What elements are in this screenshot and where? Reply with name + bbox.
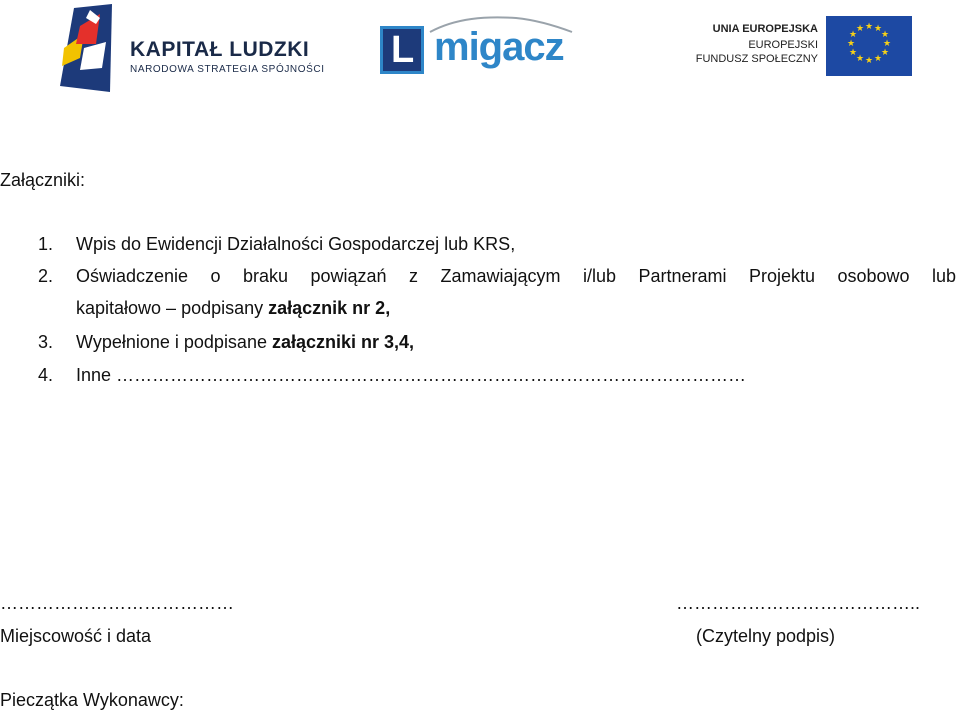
migacz-logo [378, 12, 588, 76]
item-text-line2 [76, 297, 390, 319]
eu-line1: UNIA EUROPEJSKA [712, 23, 818, 35]
migacz-brand: migacz [434, 25, 564, 69]
svg-text:★: ★ [848, 48, 858, 58]
place-date-label: Miejscowość i data [0, 626, 152, 646]
svg-text:★: ★ [855, 54, 865, 64]
item-text: Inne …………………………………………………………………………………………… [76, 365, 747, 385]
svg-text:★: ★ [864, 56, 874, 66]
item-number: 1. [38, 234, 54, 254]
item-number: 3. [38, 332, 54, 352]
kapital-ludzki-title: KAPITAŁ LUDZKI [130, 38, 310, 61]
item-text [76, 331, 414, 353]
signature-label: (Czytelny podpis) [696, 626, 836, 646]
svg-text:★: ★ [882, 39, 892, 49]
svg-text:★: ★ [864, 22, 874, 32]
learner-letter: L [391, 29, 415, 71]
item-text-line2-bold: załącznik nr 2, [268, 298, 391, 318]
item-text-prefix: Wypełnione i podpisane [76, 332, 272, 352]
svg-text:★: ★ [880, 30, 890, 40]
svg-text:★: ★ [846, 39, 856, 49]
kapital-ludzki-subtitle: NARODOWA STRATEGIA SPÓJNOŚCI [130, 64, 325, 75]
eu-line2: EUROPEJSKI [748, 39, 818, 51]
eu-line3: FUNDUSZ SPOŁECZNY [695, 53, 818, 65]
attachments-heading: Załączniki: [0, 170, 86, 190]
item-text-line1: Oświadczenie o braku powiązań z Zamawiającym i/lub Partnerami Projektu osobowo lub [76, 266, 956, 286]
stamp-label: Pieczątka Wykonawcy: [0, 690, 184, 710]
item-number: 4. [38, 365, 54, 385]
kapital-ludzki-emblem-icon [54, 4, 116, 92]
item-text: Wpis do Ewidencji Działalności Gospodarczej lub KRS, [76, 234, 516, 254]
svg-text:★: ★ [855, 24, 865, 34]
svg-text:★: ★ [848, 30, 858, 40]
item-text-line2-prefix: kapitałowo – podpisany [76, 298, 269, 318]
eu-flag-icon [826, 16, 912, 76]
svg-text:★: ★ [873, 54, 883, 64]
svg-text:★: ★ [880, 48, 890, 58]
kapital-ludzki-logo [48, 4, 338, 94]
place-date-dots: ………………………………… [0, 593, 234, 613]
svg-text:★: ★ [873, 24, 883, 34]
signature-dots: ………………………………….. [676, 593, 921, 613]
item-text-bold: załączniki nr 3,4, [271, 332, 415, 352]
item-number: 2. [38, 266, 54, 286]
learner-badge [380, 26, 424, 74]
eu-logo [690, 14, 914, 76]
